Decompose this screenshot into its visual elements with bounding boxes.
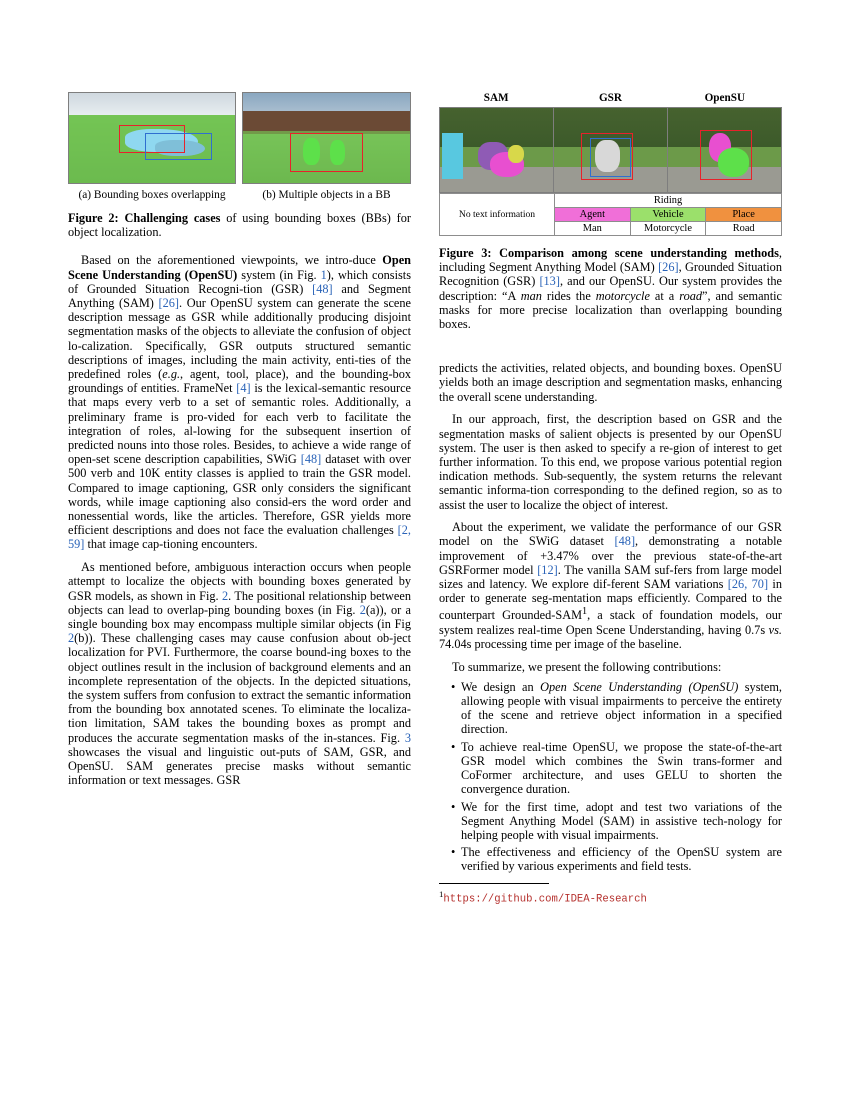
- text-run: (a)), or a single bounding box may encompass multiple similar objects (in Fig: [68, 602, 411, 631]
- footnote-marker[interactable]: 1: [582, 606, 588, 618]
- cell-agent: Agent: [555, 208, 631, 222]
- citation-26[interactable]: [26]: [158, 296, 180, 311]
- cell-place: Place: [706, 208, 782, 222]
- text-run-italic: e.g.: [162, 367, 181, 382]
- text-run: and Segment Anything (SAM): [68, 281, 412, 311]
- footnote-link[interactable]: https://github.com/IDEA-Research: [443, 893, 647, 906]
- text-run-italic: vs.: [768, 622, 782, 637]
- text-run: system, allowing people with visual impairments to perceive the entirety of the scene and retrieve object information in a specified direction.: [461, 679, 783, 737]
- text-run: ”, and semantic masks for more precise localization than overlapping bounding boxes.: [439, 288, 782, 332]
- contributions-list: [439, 680, 782, 874]
- figure-3-sam-image: [439, 107, 553, 193]
- right-paragraph-4: To summarize, we present the following contributions:: [452, 659, 722, 674]
- figure-ref-2a[interactable]: 2: [221, 588, 229, 603]
- text-run: at a: [649, 288, 680, 303]
- text-run: , demonstrating a notable improvement of +3.47% over the previous state-of-the-art GSRFormer model: [439, 534, 782, 577]
- figure-2b-image: [242, 92, 411, 184]
- text-run: The effectiveness and efficiency of the OpenSU system are verified by various experiments and field tests.: [461, 845, 782, 874]
- figure-2-images: [68, 92, 411, 184]
- text-run: dataset with over 500 verb and 10K entity classes is applied to train the GSR model. Compared to image captioning, GSR only considers the significant words, while image captioning also consid-ers the word order and nonessential words, like the articles. Therefore, GSR yields more efficient descriptions and does not face the evaluation challenges: [68, 452, 411, 538]
- bounding-box-blue: [590, 138, 631, 177]
- citation-12[interactable]: [12]: [537, 562, 558, 577]
- cell-vehicle: Vehicle: [630, 208, 706, 222]
- text-run-italic: road: [679, 288, 703, 303]
- text-run: ), which consists of Grounded Situation Recogni-tion (GSR): [68, 267, 411, 296]
- citation-26[interactable]: [26]: [658, 260, 679, 275]
- figure-3: [439, 92, 782, 331]
- citation-13[interactable]: [13]: [539, 274, 560, 289]
- table-row-riding: [440, 194, 782, 208]
- text-run: . The positional relationship between objects can lead to overlap-ping bounding boxes (in Fig.: [68, 588, 411, 617]
- figure-3-legend-table: [439, 193, 782, 236]
- right-paragraph-3: [439, 520, 782, 651]
- figure-ref-2c[interactable]: 2: [68, 631, 75, 646]
- list-item: [452, 845, 782, 873]
- cell-man: Man: [555, 222, 631, 236]
- text-run: is the lexical-semantic resource that maps every verb to a set of semantic roles. Additionally, a preliminary frame is pro-vided for each verb to facilitate the integration of roles, al-lowing for the subsequent insertion of predicted nouns into those roles. Besides, to achieve a wide range of open-set scene description capabilities, SWiG: [68, 381, 411, 467]
- figure-3-opensu-image: [667, 107, 782, 193]
- citation-4[interactable]: [4]: [236, 381, 251, 396]
- list-item: [452, 740, 782, 797]
- text-run: 74.04s processing time per image of the baseline.: [439, 636, 682, 651]
- text-run: in order to generate seg-mentation maps efficiently. Compared to the counterpart Grounded-SAM: [439, 577, 782, 623]
- left-column: [68, 92, 411, 1040]
- sam-mask-4: [508, 145, 524, 163]
- list-item: [452, 680, 782, 737]
- figure-3-caption: [439, 246, 782, 331]
- figure-2-subcaptions: [68, 189, 411, 201]
- figure-2a-caption: (a) Bounding boxes overlapping: [78, 189, 226, 201]
- bounding-box-blue: [145, 133, 211, 160]
- footnote: [439, 888, 782, 906]
- text-run: , and our OpenSU. Our system provides the description: “A: [439, 274, 782, 303]
- figure-3-caption-bold: Comparison among scene understanding methods: [499, 246, 779, 260]
- figure-2-caption: [68, 211, 411, 239]
- figure-3-gsr-image: [553, 107, 667, 193]
- text-run-bold: Open Scene Understanding (OpenSU): [68, 253, 411, 282]
- left-paragraph-1: [68, 253, 411, 551]
- text-run: (b)). These challenging cases may cause confusion about ob-ject localization for PVI. Furthermore, the coarse bound-ing boxes to the object outlines result in the inclusion of background elements and an incomplete representation of the objects. In the depicted situations, the system suffers from confusion to extract the semantic information from the bounding box annotated scenes. To eliminate the localiza-tion limitation, SAM takes the bounding boxes as prompt and produces the accurate segmentation masks of the in-stances. Fig.: [68, 631, 411, 745]
- figure-3-images: [439, 107, 782, 193]
- text-run: system (in Fig.: [237, 267, 321, 282]
- cell-road: Road: [706, 222, 782, 236]
- figure-3-label: Figure 3:: [439, 246, 492, 260]
- citation-48[interactable]: [48]: [312, 281, 333, 296]
- text-run: , Grounded Situation Recognition (GSR): [439, 260, 782, 289]
- list-item: [452, 800, 782, 843]
- text-run: , a stack of foundation models, our system realizes real-time Open Scene Understanding, having 0.7s: [439, 608, 782, 637]
- figure-3-header-gsr: GSR: [598, 92, 622, 104]
- figure-ref-1[interactable]: 1: [320, 267, 327, 282]
- right-paragraph-1: predicts the activities, related objects, and bounding boxes. OpenSU yields both an image description and segmentation masks, enhancing the overall scene understanding.: [439, 361, 782, 404]
- text-run: , including Segment Anything Model (SAM): [439, 246, 782, 275]
- citation-48[interactable]: [48]: [614, 534, 636, 549]
- figure-2a-image: [68, 92, 236, 184]
- left-paragraph-2: [68, 560, 411, 787]
- footnote-number: 1: [439, 888, 444, 899]
- citation-48b[interactable]: [48]: [300, 452, 322, 467]
- figure-2-label: Figure 2:: [68, 211, 119, 225]
- text-run: showcases the visual and linguistic out-puts of SAM, GSR, and OpenSU. SAM generates precise masks without semantic information or text messages. GSR: [68, 744, 411, 788]
- text-run: We for the first time, adopt and test two variations of the Segment Anything Model (SAM) in assistive tech-nology for helping people with visual impairments.: [461, 799, 782, 842]
- cell-motorcycle: Motorcycle: [630, 222, 706, 236]
- figure-ref-3[interactable]: 3: [404, 730, 411, 745]
- two-column-layout: [68, 92, 782, 1040]
- cell-no-text-info: No text information: [440, 194, 555, 236]
- text-run-italic: Open Scene Understanding (OpenSU): [540, 679, 739, 694]
- right-paragraph-2: In our approach, first, the description based on GSR and the segmentation masks of salient objects is presented by our OpenSU system. The user is then asked to specify a re-gion of interest to get further information. To this end, we propose various potential region indication methods. Sub-sequently, the system returns the relevant semantic informa-tion corresponding to the defined region, so as to assist the user to localize the object of interest.: [439, 412, 782, 512]
- text-run: About the experiment, we validate the performance of our GSR model on the SWiG dataset: [439, 520, 782, 549]
- sam-mask-1: [442, 133, 462, 179]
- text-run: As mentioned before, ambiguous interaction occurs when people attempt to localize the objects with bounding boxes generated by GSR models, as shown in Fig.: [68, 560, 411, 603]
- text-run: . Our OpenSU system can generate the scene description message as GSR while additionally producing disjoint segmentation masks of the objects to alleviate the confusion of object lo-calization. Specifically, GSR outputs structured semantic descriptions of images, including the main activity, enti-ties of the predefined roles (: [68, 296, 411, 382]
- text-run-italic: motorcycle: [595, 288, 650, 303]
- cell-riding: Riding: [555, 194, 782, 208]
- text-run: We design an: [461, 679, 541, 694]
- right-column: [439, 92, 782, 1040]
- figure-2: [68, 92, 411, 239]
- text-run: , agent, tool, place), and the bounding-box groundings of entities. FrameNet: [68, 367, 411, 396]
- footnote-divider: [439, 883, 549, 884]
- figure-2-caption-rest: of using bounding boxes (BBs) for object localization.: [68, 211, 411, 240]
- bounding-box-red: [290, 133, 363, 173]
- figure-3-header-opensu: OpenSU: [704, 92, 746, 104]
- figure-3-column-headers: [439, 92, 782, 104]
- text-run: that image cap-tioning encounters.: [84, 537, 258, 552]
- figure-2b-caption: (b) Multiple objects in a BB: [262, 189, 391, 201]
- text-run: . The vanilla SAM suf-fers from large model sizes and latency. We explore dif-ferent SAM variations: [439, 562, 783, 592]
- text-run: rides the: [541, 288, 596, 303]
- figure-2-caption-bold: Challenging cases: [124, 211, 221, 225]
- citation-2-59[interactable]: [2, 59]: [68, 523, 411, 552]
- bounding-box-red: [700, 130, 752, 180]
- text-run: Based on the aforementioned viewpoints, we intro-duce: [81, 253, 383, 268]
- citation-26-70[interactable]: [26, 70]: [727, 577, 769, 592]
- figure-ref-2b[interactable]: 2: [359, 602, 366, 617]
- text-run-italic: man: [520, 288, 542, 303]
- text-run: To achieve real-time OpenSU, we propose the state-of-the-art GSR model which combines the Swin trans-former and CoFormer architecture, and uses GELU to shorten the convergence duration.: [461, 739, 782, 797]
- figure-3-header-sam: SAM: [483, 92, 509, 104]
- sky-region: [69, 93, 235, 116]
